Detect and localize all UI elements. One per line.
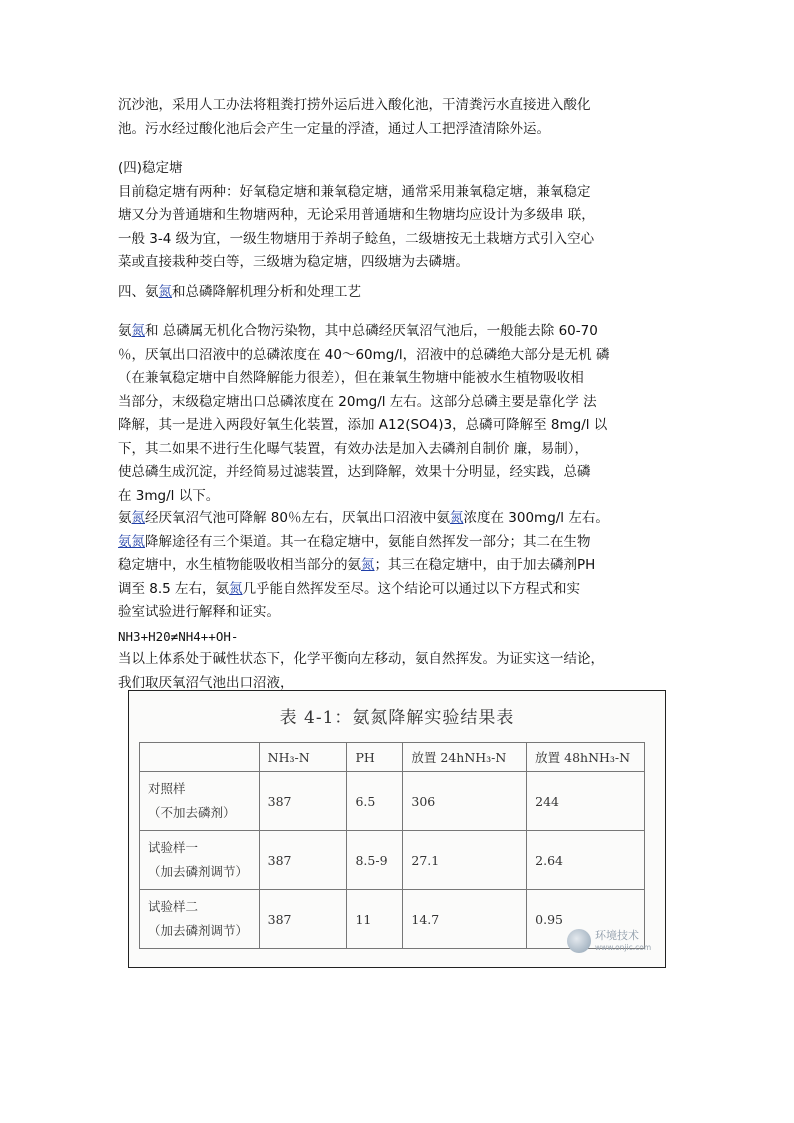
table-header-row (140, 743, 645, 772)
cell-nh3n: 387 (259, 890, 347, 949)
row-sublabel: （加去磷剂调节） (148, 864, 249, 879)
watermark-url: www.onjic.com (595, 943, 652, 952)
cell-24h: 14.7 (403, 890, 527, 949)
paragraph-sedimentation (118, 94, 678, 141)
results-table (139, 742, 645, 949)
text-part: 和 总磷属无机化合物污染物，其中总磷经厌氧沼气池后，一般能去除 60-70 (145, 323, 598, 339)
text-line (118, 578, 678, 602)
text-line: 当部分，末级稳定塘出口总磷浓度在 20mg/l 左右。这部分总磷主要是靠化学 法 (118, 393, 597, 410)
header-cell (140, 743, 260, 772)
row-label-cell (140, 890, 260, 949)
text-line: 塘又分为普通塘和生物塘两种，无论采用普通塘和生物塘均应设计为多级串 联， (118, 207, 595, 223)
header-cell: NH₃-N (259, 743, 347, 772)
text-line: 降解，其一是进入两段好氧生化装置，添加 A12(SO4)3，总磷可降解至 8mg/l 以 (118, 417, 608, 433)
text-line: 沉沙池，采用人工办法将粗粪打捞外运后进入酸化池，干清粪污水直接进入酸化 (118, 97, 591, 113)
paragraph-ammonia (118, 507, 678, 695)
watermark-logo-icon (567, 929, 591, 953)
text-part: ；其三在稳定塘中，由于加去磷剂PH (374, 557, 596, 573)
header-cell: 放置 48hNH₃-N (527, 743, 645, 772)
keyword-link[interactable]: 氮 (229, 580, 243, 597)
text-line (118, 507, 678, 531)
keyword-link[interactable]: 氮 (158, 284, 172, 300)
text-line: 在 3mg/l 以下。 (118, 487, 220, 504)
header-cell: PH (347, 743, 403, 772)
text-line: 使总磷生成沉淀，并经简易过滤装置，达到降解，效果十分明显，经实践，总磷 (118, 464, 591, 480)
paragraph-phosphorus (118, 320, 678, 508)
text-part: 浓度在 300mg/l 左右。 (463, 510, 609, 526)
text-part: 稳定塘中，水生植物能吸收相当部分的氨 (118, 557, 361, 573)
text-line: 当以上体系处于碱性状态下，化学平衡向左移动，氨自然挥发。为证实这一结论， (118, 651, 604, 667)
cell-48h: 244 (527, 772, 645, 831)
text-part: 氨 (118, 323, 132, 339)
keyword-link[interactable]: 氨氮 (118, 533, 145, 550)
text-line: 下，其二如果不进行生化曝气装置，有效办法是加入去磷剂自制价 廉，易制）， (118, 440, 589, 457)
heading-part: 和总磷降解机理分析和处理工艺 (172, 284, 361, 300)
keyword-link[interactable]: 氮 (131, 510, 145, 526)
cell-ph: 8.5-9 (347, 831, 403, 890)
text-line: 菜或直接栽种茭白等，三级塘为稳定塘，四级塘为去磷塘。 (118, 254, 469, 270)
row-label: 对照样 (148, 781, 186, 796)
section-stabilization-pond (118, 157, 678, 275)
keyword-link[interactable]: 氮 (361, 557, 375, 573)
row-label-cell (140, 772, 260, 831)
watermark (567, 921, 657, 961)
cell-48h: 0.95 (527, 890, 645, 949)
table-row (140, 831, 645, 890)
text-part: 几乎能自然挥发至尽。这个结论可以通过以下方程式和实 (242, 580, 581, 597)
chemical-equation: NH3+H20≠NH4++OH- (118, 628, 239, 644)
text-part: 经厌氧沼气池可降解 80％左右，厌氧出口沼液中氨 (145, 510, 450, 526)
row-sublabel: （不加去磷剂） (148, 805, 236, 820)
text-line: 我们取厌氧沼气池出口沼液， (118, 674, 294, 691)
row-sublabel: （加去磷剂调节） (148, 923, 249, 938)
table-row (140, 772, 645, 831)
cell-24h: 27.1 (403, 831, 527, 890)
text-line: 验室试验进行解释和证实。 (118, 604, 280, 620)
table-title: 表 4-1：氨氮降解实验结果表 (279, 708, 515, 728)
text-part: 降解途径有三个渠道。其一在稳定塘中，氨能自然挥发一部分；其二在生物 (145, 533, 591, 550)
row-label-cell (140, 831, 260, 890)
heading-part: 四、氨 (118, 284, 159, 300)
text-line (118, 554, 678, 578)
cell-ph: 6.5 (347, 772, 403, 831)
text-line: 目前稳定塘有两种：好氧稳定塘和兼氧稳定塘，通常采用兼氧稳定塘，兼氧稳定 (118, 183, 591, 200)
keyword-link[interactable]: 氮 (449, 510, 464, 526)
cell-nh3n: 387 (259, 772, 347, 831)
text-line (118, 531, 678, 555)
section-heading: (四)稳定塘 (118, 160, 183, 176)
watermark-text: 环境技术 (595, 929, 639, 942)
text-part: 氨 (118, 510, 132, 526)
cell-48h: 2.64 (527, 831, 645, 890)
chapter-heading-text (118, 281, 678, 305)
cell-ph: 11 (347, 890, 403, 949)
row-label: 试验样二 (148, 899, 199, 914)
text-line: ％，厌氧出口沼液中的总磷浓度在 40～60mg/l，沼液中的总磷绝大部分是无机 磷 (118, 346, 610, 363)
header-cell: 放置 24hNH₃-N (403, 743, 527, 772)
row-label: 试验样一 (148, 840, 199, 855)
text-line: 池。污水经过酸化池后会产生一定量的浮渣，通过人工把浮渣清除外运。 (118, 120, 550, 137)
text-line: 一般 3-4 级为宜，一级生物塘用于养胡子鲶鱼，二级塘按无土栽塘方式引入空心 (118, 230, 595, 247)
text-line: （在兼氧稳定塘中自然降解能力很差），但在兼氧生物塘中能被水生植物吸收相 (118, 370, 584, 386)
text-line (118, 320, 678, 344)
table-figure-image (128, 690, 666, 968)
text-part: 调至 8.5 左右，氨 (118, 580, 230, 597)
cell-nh3n: 387 (259, 831, 347, 890)
keyword-link[interactable]: 氮 (131, 323, 145, 339)
chapter-heading (118, 281, 678, 305)
cell-24h: 306 (403, 772, 527, 831)
